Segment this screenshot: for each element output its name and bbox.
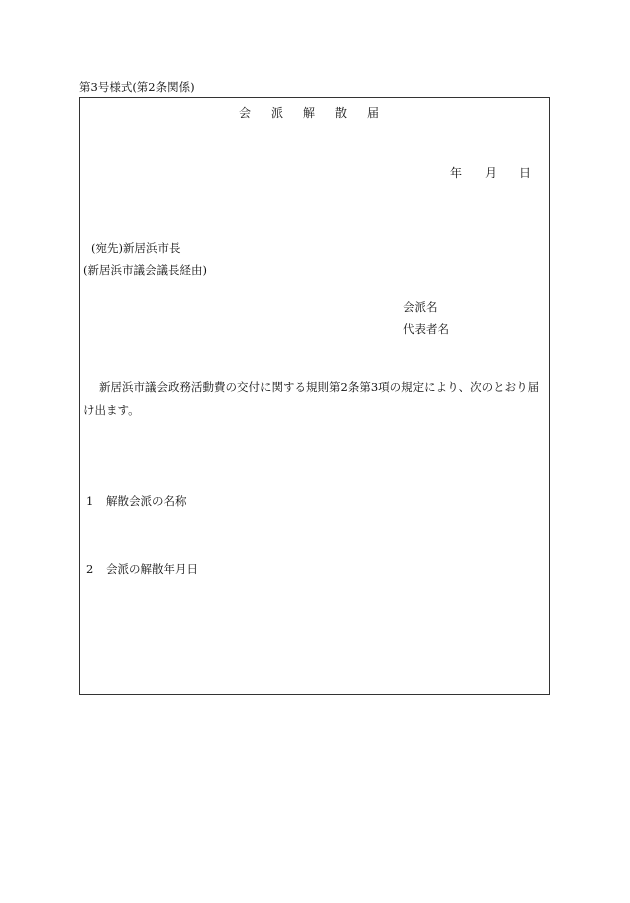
item-label: 会派の解散年月日	[106, 562, 198, 576]
date-day-label: 日	[519, 166, 532, 180]
via-line: (新居浜市議会議長経由)	[83, 263, 207, 277]
form-border	[79, 97, 550, 695]
item-label: 解散会派の名称	[106, 494, 187, 508]
item-number: 2	[86, 562, 94, 576]
body-text-line-2: け出ます。	[83, 403, 140, 417]
representative-name-label: 代表者名	[403, 322, 449, 336]
item-number: 1	[86, 494, 94, 508]
date-year-label: 年	[450, 166, 463, 180]
faction-name-label: 会派名	[403, 300, 438, 314]
item-dissolution-date	[86, 562, 198, 576]
item-dissolved-faction-name	[86, 494, 187, 508]
addressee: (宛先)新居浜市長	[91, 241, 181, 255]
date-month-label: 月	[485, 166, 498, 180]
document-title: 会派解散届	[239, 106, 400, 120]
body-text-line-1: 新居浜市議会政務活動費の交付に関する規則第2条第3項の規定により、次のとおり届	[99, 380, 540, 394]
form-number: 第3号様式(第2条関係)	[79, 80, 195, 94]
